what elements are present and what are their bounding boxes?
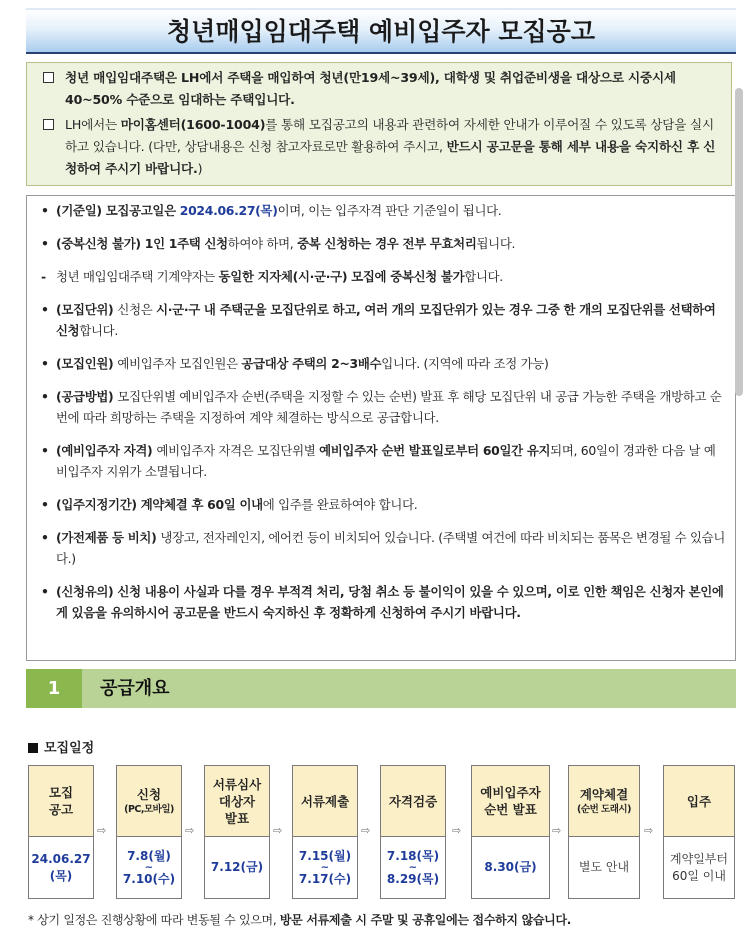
notice-base-date: [41, 200, 725, 221]
step-date: (목): [49, 868, 73, 883]
checkbox-square-icon: [43, 119, 54, 130]
step-tilde: ~: [320, 861, 330, 873]
step-title: 서류제출: [300, 793, 350, 809]
schedule-step-header: [664, 766, 734, 837]
notice-3-end: 합니다.: [464, 269, 503, 284]
intro-paragraph-1: [43, 67, 719, 111]
intro-text-2c: 를 통해 모집공고의 내용과 관련하여 자세한 안내가 이루어질 수 있도록 상담을 실시하고 있습니다. (다만, 상담내용은 신청 참고자료로만 활용하여 주시고,: [65, 117, 714, 154]
step-title: 서류심사: [212, 776, 262, 792]
notice-10-text: (신청유의) 신청 내용이 사실과 다를 경우 부적격 처리, 당첨 취소 등 불이익이 있을 수 있으며, 이로 인한 책임은 신청자 본인에게 있음을 유의하시어 공고문을 반드시 숙지하신 후 정확하게 신청하여 주시기 바랍니다.: [56, 584, 724, 620]
schedule-step-header: [472, 766, 549, 837]
notice-3-text: 청년 매입임대주택 기계약자는: [56, 269, 219, 284]
notice-1-label: (기준일) 모집공고일은: [56, 203, 180, 218]
footnote-text: * 상기 일정은 진행상황에 따라 변동될 수 있으며,: [28, 913, 280, 927]
notice-8-text: 에 입주를 완료하여야 합니다.: [262, 497, 418, 512]
schedule-step-header: [293, 766, 357, 837]
schedule-step-header: [381, 766, 445, 837]
step-date: 7.10(수): [122, 871, 176, 886]
bullet-dot: •: [41, 203, 49, 218]
schedule-step-date: [569, 837, 639, 898]
step-title: 신청: [136, 787, 162, 802]
notice-recruit-unit: [41, 299, 725, 341]
step-title: 발표: [224, 810, 250, 826]
notice-existing-contract: [41, 266, 725, 287]
notice-7-end: 되며, 60일이 경과한 다음 날 예비입주자 지위가 소멸됩니다.: [56, 443, 716, 479]
step-date: 7.12(금): [210, 860, 264, 874]
bullet-dot: •: [41, 302, 49, 317]
intro-text-2e: ): [197, 161, 203, 176]
intro-box: [26, 62, 732, 186]
step-title: 자격검증: [388, 793, 438, 809]
step-tilde: ~: [408, 861, 418, 873]
notice-7-text: 예비입주자 자격은 모집단위별: [156, 443, 320, 458]
notice-appliances: [41, 527, 725, 569]
schedule-step-ranking: [471, 765, 550, 899]
bullet-dot: •: [41, 443, 49, 458]
footnote-bold: 방문 서류제출 시 주말 및 공휴일에는 접수하지 않습니다.: [279, 913, 572, 927]
intro-text-2a: LH에서는: [65, 117, 121, 132]
notice-1-text: 이며, 이는 입주자격 판단 기준일이 됩니다.: [277, 203, 502, 218]
notice-9-text: 냉장고, 전자레인지, 에어컨 등이 비치되어 있습니다. (주택별 여건에 따라 비치되는 품목은 변경될 수 있습니다.): [56, 530, 725, 566]
bullet-dot: •: [41, 497, 49, 512]
schedule-step-date: [205, 837, 269, 898]
checkbox-square-icon: [43, 72, 54, 83]
step-date: 7.8(월): [127, 848, 171, 863]
notice-box: [26, 195, 736, 661]
step-date: 60일 이내: [672, 868, 726, 883]
notice-5-text: 예비입주자 모집인원은: [117, 356, 242, 371]
bullet-dot: •: [41, 530, 49, 545]
schedule-step-date: [29, 837, 93, 898]
step-date: 별도 안내: [578, 860, 630, 874]
step-title: 입주: [686, 793, 712, 809]
step-title: 공고: [48, 802, 74, 817]
bullet-dot: •: [41, 389, 49, 404]
notice-supply-method: [41, 386, 725, 428]
section-number: 1: [26, 669, 82, 708]
square-icon: [28, 743, 38, 753]
page-title: 청년매입임대주택 예비입주자 모집공고: [26, 8, 736, 52]
notice-move-in-period: [41, 494, 725, 515]
schedule-step-documents: [292, 765, 358, 899]
schedule-step-header: [29, 766, 93, 837]
arrow-right-icon: ⇨: [361, 824, 371, 837]
arrow-right-icon: ⇨: [273, 824, 283, 837]
intro-text-2d: 반드시 공고문을 통해 세부 내용을 숙지하신 후 신청하여 주시기 바랍니다.: [65, 139, 716, 176]
bullet-dot: •: [41, 584, 49, 599]
step-date: 7.15(월): [298, 848, 352, 863]
notice-8-label: (입주지정기간) 계약체결 후 60일 이내: [56, 497, 263, 512]
notice-5-end: 입니다. (지역에 따라 조정 가능): [381, 356, 549, 371]
notice-5-label: (모집인원): [56, 356, 118, 371]
arrow-right-icon: ⇨: [452, 824, 462, 837]
notice-6-label: (공급방법): [56, 389, 118, 404]
step-date: 7.18(목): [386, 848, 440, 863]
notice-2-label: (중복신청 불가) 1인 1주택 신청: [56, 236, 228, 251]
notice-5-bold: 공급대상 주택의 2~3배수: [241, 356, 382, 371]
schedule-step-date: [117, 837, 181, 898]
notice-2-text: 하여야 하며,: [227, 236, 298, 251]
arrow-right-icon: ⇨: [644, 824, 654, 837]
notice-4-end: 합니다.: [79, 323, 118, 338]
intro-paragraph-2: [43, 114, 719, 180]
step-title: 모집: [48, 785, 74, 800]
step-title: 순번 발표: [484, 802, 537, 817]
schedule-step-application: [116, 765, 182, 899]
scrollbar[interactable]: [735, 88, 743, 396]
notice-4-text: 신청은: [117, 302, 157, 317]
step-subtitle: (PC,모바일): [124, 804, 174, 815]
schedule-step-screening: [204, 765, 270, 899]
schedule-step-date: [472, 837, 549, 898]
step-date: 계약일부터: [670, 851, 728, 866]
step-date: 7.17(수): [298, 871, 352, 886]
intro-text-1: 청년 매입임대주택은 LH에서 주택을 매입하여 청년(만19세~39세), 대학생 및 취업준비생을 대상으로 시중시세 40~50% 수준으로 임대하는 주택입니다.: [65, 70, 676, 107]
section-title: 공급개요: [100, 678, 170, 699]
notice-no-duplicate: [41, 233, 725, 254]
step-title: 대상자: [218, 793, 256, 809]
step-title: 예비입주자: [480, 785, 541, 800]
step-subtitle: (순번 도래시): [577, 804, 631, 815]
schedule-step-date: [293, 837, 357, 898]
step-tilde: ~: [144, 861, 154, 873]
arrow-right-icon: ⇨: [185, 824, 195, 837]
notice-1-date: 2024.06.27: [179, 203, 256, 218]
bullet-dot: •: [41, 356, 49, 371]
schedule-step-date: [381, 837, 445, 898]
notice-recruit-count: [41, 353, 725, 374]
notice-2-bold: 중복 신청하는 경우 전부 무효처리: [297, 236, 477, 251]
title-underline: [26, 52, 736, 54]
step-title: 계약체결: [579, 787, 629, 802]
schedule-step-move-in: [663, 765, 735, 899]
schedule-step-verification: [380, 765, 446, 899]
notice-7-label: (예비입주자 자격): [56, 443, 157, 458]
step-date: 8.29(목): [386, 871, 440, 886]
intro-text-2b: 마이홈센터(1600-1004): [120, 117, 266, 132]
notice-4-label: (모집단위): [56, 302, 118, 317]
schedule-step-contract: [568, 765, 640, 899]
step-date: 8.30(금): [484, 860, 537, 874]
notice-3-bold: 동일한 지자체(시·군·구) 모집에 중복신청 불가: [218, 269, 465, 284]
schedule-heading-text: 모집일정: [44, 741, 95, 756]
arrow-right-icon: ⇨: [97, 824, 107, 837]
notice-4-bold: 시·군·구 내 주택군을 모집단위로 하고, 여러 개의 모집단위가 있는 경우 그중 한 개의 모집단위를 선택하여 신청: [56, 302, 716, 338]
step-date: 24.06.27: [31, 851, 91, 866]
notice-1-weekday: (목): [255, 203, 278, 218]
schedule-step-date: [664, 837, 734, 898]
arrow-right-icon: ⇨: [552, 824, 562, 837]
schedule-step-header: [205, 766, 269, 837]
schedule-step-announcement: [28, 765, 94, 899]
schedule-step-header: [569, 766, 639, 837]
notice-9-label: (가전제품 등 비치): [56, 530, 161, 545]
notice-6-text: 모집단위별 예비입주자 순번(주택을 지정할 수 있는 순번) 발표 후 해당 모집단위 내 공급 가능한 주택을 개방하고 순번에 따라 희망하는 주택을 지정하여 계약 체결하는 방식으로 공급합니다.: [56, 389, 722, 425]
footnote: [28, 911, 571, 928]
notice-2-end: 됩니다.: [476, 236, 516, 251]
notice-reserve-qualification: [41, 440, 725, 482]
schedule-step-header: [117, 766, 181, 837]
notice-7-bold: 예비입주자 순번 발표일로부터 60일간 유지: [319, 443, 551, 458]
section-header: [26, 669, 736, 708]
schedule-heading: [28, 737, 94, 756]
notice-application-caution: [41, 581, 725, 623]
bullet-dot: •: [41, 236, 49, 251]
bullet-dash: -: [41, 269, 46, 284]
